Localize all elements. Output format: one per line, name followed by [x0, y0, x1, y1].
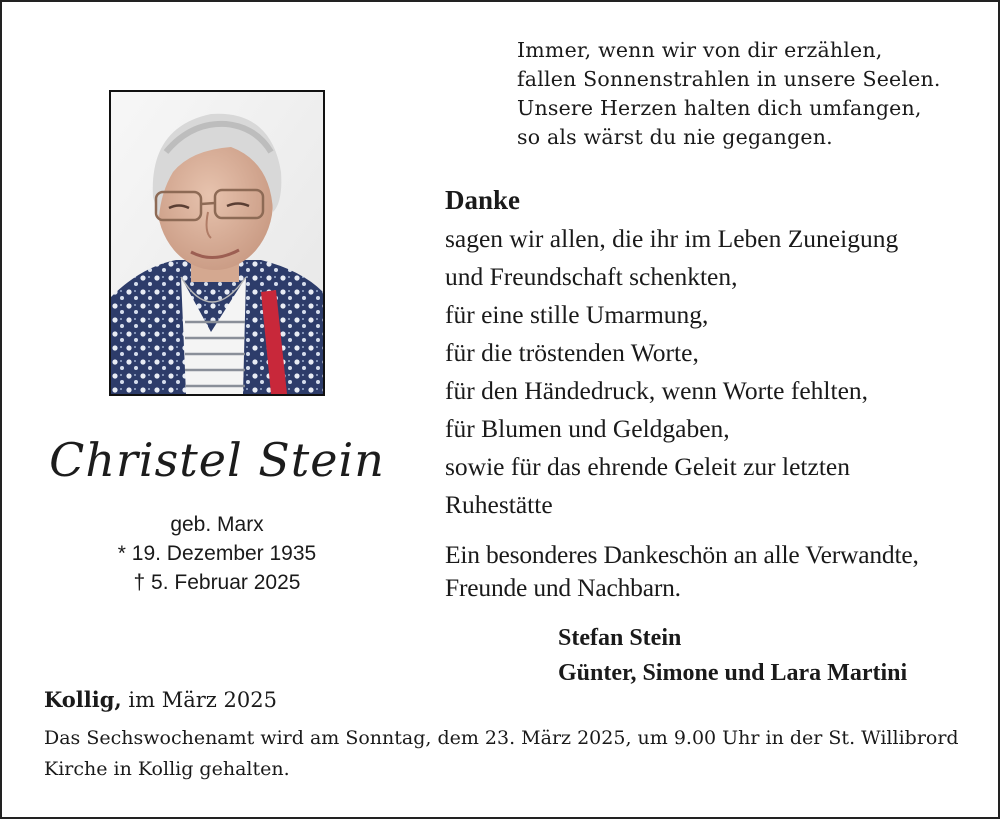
thanks-line: für den Händedruck, wenn Worte fehlten, [445, 376, 869, 405]
thanks-line: für die tröstenden Worte, [445, 338, 699, 367]
poem [517, 36, 941, 152]
poem-line: Immer, wenn wir von dir erzählen, [517, 38, 883, 62]
portrait-illustration [111, 92, 323, 394]
thanks-line: Ruhestätte [445, 490, 553, 519]
deceased-vitals [42, 510, 392, 597]
signers [558, 621, 907, 691]
thanks-line: sagen wir allen, die ihr im Leben Zuneigung [445, 224, 899, 253]
special-thanks-line: Freunde und Nachbarn. [445, 573, 681, 602]
thanks-line: für Blumen und Geldgaben, [445, 414, 730, 443]
birth-name: geb. Marx [170, 513, 264, 536]
poem-line: so als wärst du nie gegangen. [517, 125, 833, 149]
thanks-title: Danke [445, 185, 521, 215]
special-thanks [445, 538, 919, 604]
birth-date: * 19. Dezember 1935 [117, 542, 317, 565]
portrait-photo [109, 90, 325, 396]
thanks-line: für eine stille Umarmung, [445, 300, 709, 329]
death-date: † 5. Februar 2025 [133, 571, 301, 594]
thanks-line: sowie für das ehrende Geleit zur letzten [445, 452, 850, 481]
place-date [44, 685, 277, 715]
poem-line: fallen Sonnenstrahlen in unsere Seelen. [517, 67, 941, 91]
signer-name: Stefan Stein [558, 625, 682, 651]
poem-line: Unsere Herzen halten dich umfangen, [517, 96, 922, 120]
mass-notice: Das Sechswochenamt wird am Sonntag, dem 23. März 2025, um 9.00 Uhr in der St. Willibrord Kirche in Kollig gehalten. [44, 727, 959, 780]
thanks-line: und Freundschaft schenkten, [445, 262, 738, 291]
thanks-text [445, 220, 898, 524]
signer-name: Günter, Simone und Lara Martini [558, 660, 908, 686]
place-month: im März 2025 [128, 688, 277, 712]
special-thanks-line: Ein besonderes Dankeschön an alle Verwandte, [445, 540, 919, 569]
place-town: Kollig, [44, 687, 122, 712]
deceased-name: Christel Stein [49, 433, 385, 487]
